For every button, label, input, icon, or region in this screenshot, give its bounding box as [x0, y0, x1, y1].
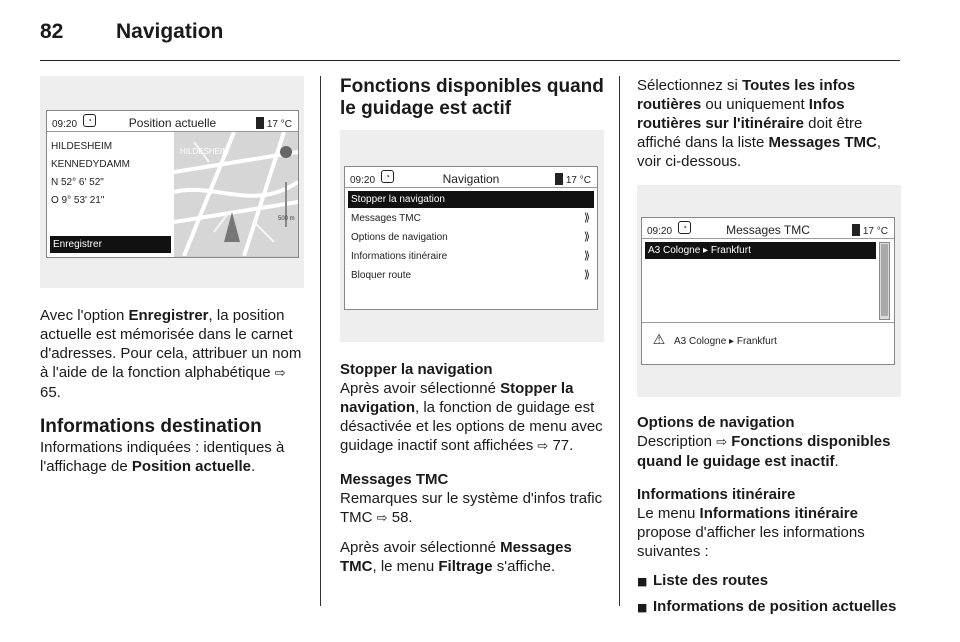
page-number: 82 — [40, 20, 64, 43]
screenshot-panel — [340, 130, 604, 342]
heading-destination: Informations destination — [40, 416, 262, 437]
paragraph-destination: Informations indiquées : identiques à l'affichage de Position actuelle. — [40, 439, 285, 475]
column-divider — [320, 76, 321, 606]
svg-text:500 m: 500 m — [278, 216, 295, 222]
reference-arrow-icon: ⇨ — [274, 366, 286, 381]
paragraph-navigation-options: Description ⇨ Fonctions disponibles quand le guidage est inactif. — [637, 433, 891, 470]
heading-navigation-options: Options de navigation — [637, 414, 795, 431]
page-title: Navigation — [116, 20, 224, 43]
screenshot-panel — [637, 185, 901, 397]
reference-arrow-icon: ⇨ — [376, 511, 388, 526]
status-bar — [47, 111, 298, 132]
reference-arrow-icon: ⇨ — [716, 435, 728, 450]
map-view — [174, 132, 298, 257]
menu-item-route-info[interactable]: Informations itinéraire ⟫ — [348, 248, 594, 265]
save-button[interactable]: Enregistrer — [50, 236, 171, 253]
bullet-icon: ■ — [637, 601, 648, 614]
time: 09:20 — [52, 119, 78, 130]
tmc-screen — [641, 217, 895, 365]
temperature: 17 °C — [555, 171, 591, 190]
chevron-right-icon: ⟫ — [583, 269, 590, 281]
temperature: 17 °C — [852, 222, 888, 241]
paragraph-save: Avec l'option Enregistrer, la position actuelle est mémorisée dans le carnet d'adresses. Pour cela, attribuer un nom à l'aide de la fonction alphabétique ⇨ 65. — [40, 307, 302, 401]
heading-tmc: Messages TMC — [340, 471, 449, 488]
heading-functions: Fonctions disponibles quand le guidage est actif — [340, 76, 604, 119]
screen-title: Messages TMC — [726, 223, 810, 237]
position-screen — [46, 110, 299, 258]
screenshot-panel — [40, 76, 304, 288]
heading-stop: Stopper la navigation — [340, 361, 493, 378]
clock-icon: ◔ — [381, 170, 394, 183]
chevron-right-icon: ⟫ — [583, 250, 590, 262]
navigation-screen — [344, 166, 598, 310]
list-item: ■ Informations de position actuelles — [637, 598, 897, 615]
chevron-right-icon: ⟫ — [583, 231, 590, 243]
temperature: 17 °C — [256, 115, 292, 134]
tmc-message-detail: A3 Cologne ▸ Frankfurt — [674, 336, 777, 347]
thermometer-icon — [852, 224, 860, 236]
svg-text:HILDESHEIM: HILDESHEIM — [180, 147, 229, 156]
bullet-icon: ■ — [637, 575, 648, 588]
column-2 — [340, 76, 604, 586]
screen-title: Position actuelle — [128, 116, 217, 130]
status-bar: 09:20 ◔ Navigation 17 °C — [345, 167, 597, 188]
paragraph-stop: Après avoir sélectionné Stopper la navigation, la fonction de guidage est désactivée et les options de menu avec guidage inactif sont affichées ⇨ 77. — [340, 380, 603, 454]
column-3 — [637, 76, 901, 617]
paragraph-select-filter: Sélectionnez si Toutes les infos routières ou uniquement Infos routières sur l'itinéraire doit être affiché dans la liste Messages TMC, voir ci-dessous. — [637, 77, 882, 170]
paragraph-tmc-select: Après avoir sélectionné Messages TMC, le menu Filtrage s'affiche. — [340, 539, 572, 575]
clock-icon: ◔ — [678, 221, 691, 234]
reference-arrow-icon: ⇨ — [537, 439, 549, 454]
scrollbar[interactable] — [879, 242, 890, 320]
menu-item-stop-navigation[interactable]: Stopper la navigation — [348, 191, 594, 208]
thermometer-icon — [555, 173, 563, 185]
paragraph-tmc-info: Remarques sur le système d'infos trafic TMC ⇨ 58. — [340, 490, 603, 526]
list-item: ■ Liste des routes — [637, 572, 769, 589]
paragraph-route-info: Le menu Informations itinéraire propose d'afficher les informations suivantes : — [637, 505, 865, 560]
thermometer-icon — [256, 117, 264, 129]
menu-item-block-route[interactable]: Bloquer route ⟫ — [348, 267, 594, 284]
tmc-message-selected[interactable]: A3 Cologne ▸ Frankfurt — [645, 242, 876, 259]
menu-item-navigation-options[interactable]: Options de navigation ⟫ — [348, 229, 594, 246]
heading-route-info: Informations itinéraire — [637, 486, 796, 503]
page-header — [40, 20, 223, 44]
column-1 — [40, 76, 304, 486]
column-divider — [619, 76, 620, 606]
header-rule — [40, 60, 900, 61]
clock-icon: ◔ — [83, 114, 96, 127]
chevron-right-icon: ⟫ — [583, 212, 590, 224]
traffic-warning-icon: ⚠ — [652, 331, 666, 347]
screen-title: Navigation — [442, 172, 500, 186]
position-lines: HILDESHEIM KENNEDYDAMM N 52° 6' 52" O 9° 53' 21" — [51, 141, 130, 206]
status-bar: 09:20 ◔ Messages TMC 17 °C — [642, 218, 894, 239]
menu-item-tmc-messages[interactable]: Messages TMC ⟫ — [348, 210, 594, 227]
